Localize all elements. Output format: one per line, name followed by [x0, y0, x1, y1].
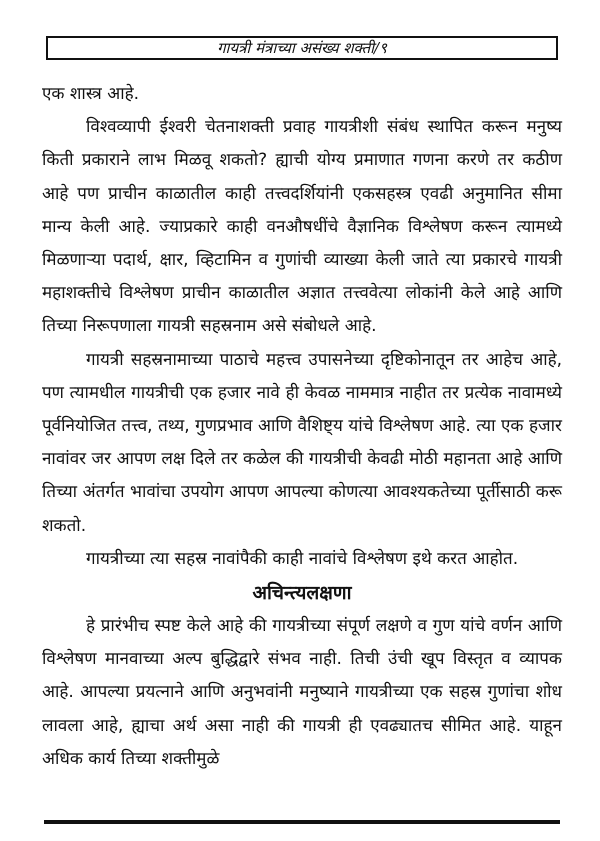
paragraph: विश्वव्यापी ईश्वरी चेतनाशक्ती प्रवाह गायत्रीशी संबंध स्थापित करून मनुष्य किती प्रकाराने लाभ मिळवू शकतो? ह्याची योग्य प्रमाणात गणना करणे तर कठीण आहे पण प्राचीन काळातील काही तत्त्वदर्शियांनी एकसहस्त्र एवढी अनुमानित सीमा मान्य केली आहे. ज्याप्रकारे काही वनऔषधींचे वैज्ञानिक विश्लेषण करून त्यामध्ये मिळणाऱ्या पदार्थ, क्षार, व्हिटामिन व गुणांची व्याख्या केली जाते त्या प्रकारचे गायत्री महाशक्तीचे विश्लेषण प्राचीन काळातील अज्ञात तत्त्ववेत्या लोकांनी केले आहे आणि तिच्या निरूपणाला गायत्री सहस्रनाम असे संबोधले आहे. [42, 117, 562, 337]
footer-rule [44, 820, 560, 824]
paragraph: हे प्रारंभीच स्पष्ट केले आहे की गायत्रीच्या संपूर्ण लक्षणे व गुण यांचे वर्णन आणि विश्लेषण मानवाच्या अल्प बुद्धिद्वारे संभव नाही. तिची उंची खूप विस्तृत व व्यापक आहे. आपल्या प्रयत्नाने आणि अनुभवांनी मनुष्याने गायत्रीच्या एक सहस्र गुणांचा शोध लावला आहे, ह्याचा अर्थ असा नाही की गायत्री ही एवढ्यातच सीमित आहे. याहून अधिक कार्य तिच्या शक्तीमुळे [42, 616, 562, 769]
running-header-box [46, 36, 558, 60]
running-header-title: गायत्री मंत्राच्या असंख्य शक्ती/९ [217, 39, 387, 57]
section-heading: अचिन्त्यलक्षणा [252, 582, 352, 605]
page-body [42, 78, 562, 776]
paragraph-continuation: एक शास्त्र आहे. [42, 84, 140, 104]
paragraph: गायत्रीच्या त्या सहस्र नावांपैकी काही नावांचे विश्लेषण इथे करत आहोत. [86, 548, 519, 569]
paragraph: गायत्री सहस्रनामाच्या पाठाचे महत्त्व उपासनेच्या दृष्टिकोनातून तर आहेच आहे, पण त्यामधील गायत्रीची एक हजार नावे ही केवळ नाममात्र नाहीत तर प्रत्येक नावामध्ये पूर्वनियोजित तत्त्व, तथ्य, गुणप्रभाव आणि वैशिष्ट्य यांचे विश्लेषण आहे. त्या एक हजार नावांवर जर आपण लक्ष दिले तर कळेल की गायत्रीची केवढी मोठी महानता आहे आणि तिच्या अंतर्गत भावांचा उपयोग आपण आपल्या कोणत्या आवश्यकतेच्या पूर्तीसाठी करू शकतो. [42, 349, 562, 536]
